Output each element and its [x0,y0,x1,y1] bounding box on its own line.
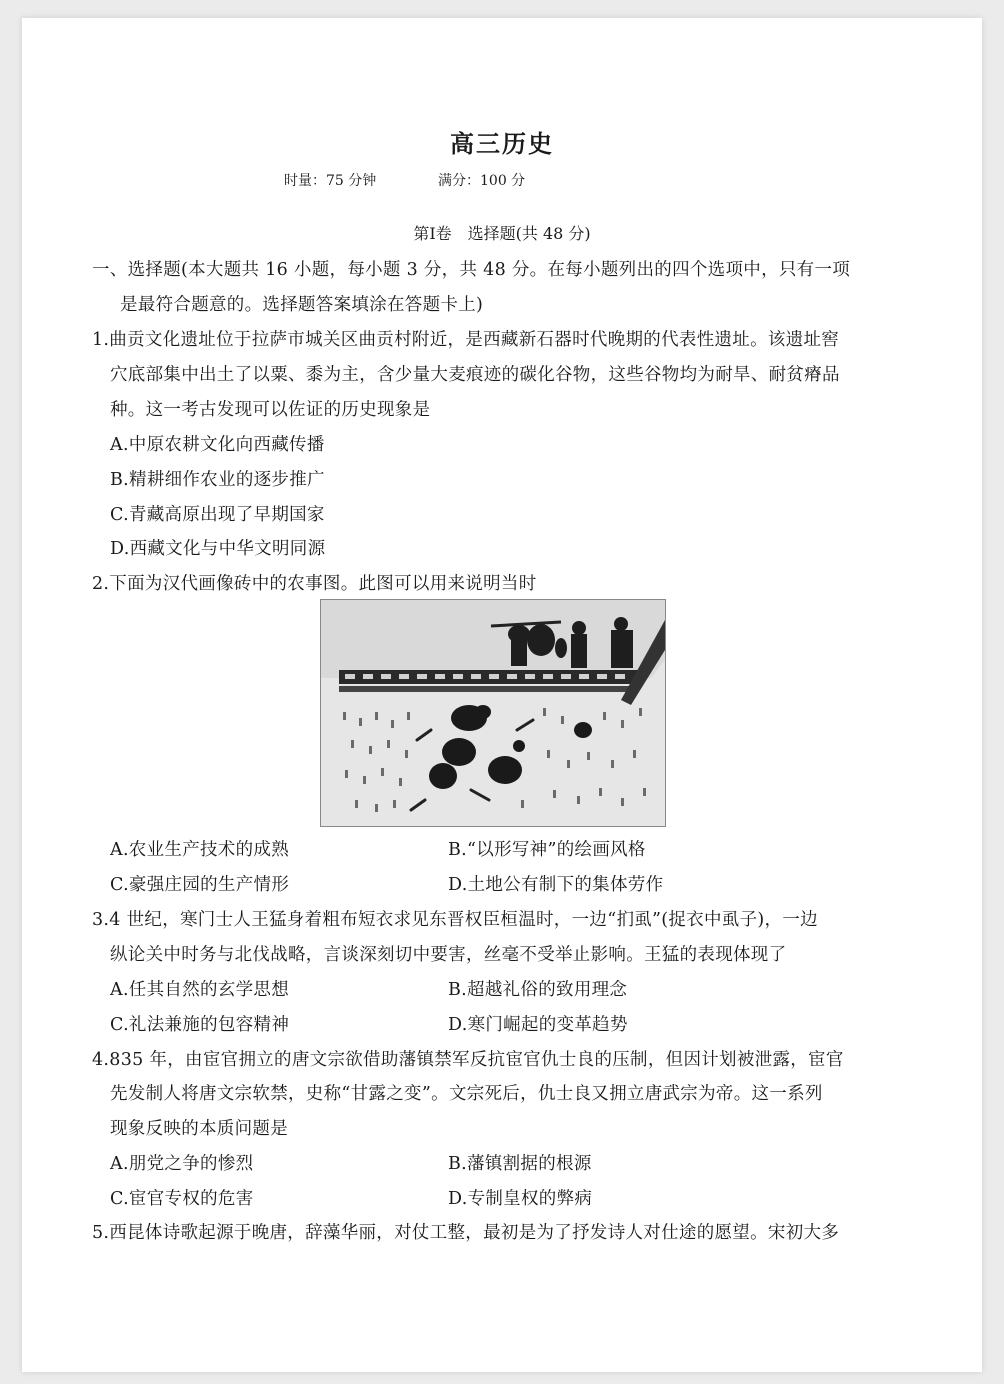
section-title: 第Ⅰ卷 选择题(共 48 分) [413,224,591,243]
question-1-option-c: C.青藏高原出现了早期国家 [110,505,325,525]
question-4-option-c: C.宦官专权的危害 [110,1189,254,1209]
section-instruction: 一、选择题(本大题共 16 小题，每小题 3 分，共 48 分。在每小题列出的四个选项中，只有一项 [92,260,851,280]
question-1-option-b: B.精耕细作农业的逐步推广 [110,470,325,490]
question-1-stem: 种。这一考古发现可以佐证的历史现象是 [110,400,431,420]
question-4-stem: 4.835 年，由宦官拥立的唐文宗欲借助藩镇禁军反抗宦官仇士良的压制，但因计划被泄露，宦官 [92,1050,844,1070]
question-2-option-c: C.豪强庄园的生产情形 [110,875,290,895]
page-title: 高三历史 [450,130,554,158]
question-3-stem: 3.4 世纪，寒门士人王猛身着粗布短衣求见东晋权臣桓温时，一边“扪虱”(捉衣中虱子)，一边 [92,910,818,930]
section-instruction: 是最符合题意的。选择题答案填涂在答题卡上) [120,295,484,315]
question-4-option-d: D.专制皇权的弊病 [448,1189,593,1209]
question-5-stem: 5.西昆体诗歌起源于晚唐，辞藻华丽，对仗工整，最初是为了抒发诗人对仕途的愿望。宋初大多 [92,1223,840,1243]
exam-time: 时量：75 分钟 [284,173,377,189]
question-1-option-a: A.中原农耕文化向西藏传播 [110,435,325,455]
question-1-stem: 穴底部集中出土了以粟、黍为主，含少量大麦痕迹的碳化谷物，这些谷物均为耐旱、耐贫瘠品 [110,365,840,385]
han-brick-farming-image [320,599,666,827]
question-2-option-b: B.“以形写神”的绘画风格 [448,840,646,860]
question-4-option-a: A.朋党之争的惨烈 [110,1154,254,1174]
question-3-option-d: D.寒门崛起的变革趋势 [448,1015,628,1035]
question-3-option-b: B.超越礼俗的致用理念 [448,980,628,1000]
question-4-stem: 现象反映的本质问题是 [110,1119,288,1139]
question-2-stem: 2.下面为汉代画像砖中的农事图。此图可以用来说明当时 [92,574,537,594]
question-2-option-d: D.土地公有制下的集体劳作 [448,875,664,895]
exam-page [22,18,982,1372]
question-3-option-c: C.礼法兼施的包容精神 [110,1015,290,1035]
question-1-stem: 1.曲贡文化遗址位于拉萨市城关区曲贡村附近，是西藏新石器时代晚期的代表性遗址。该遗址窖 [92,330,840,350]
question-4-stem: 先发制人将唐文宗软禁，史称“甘露之变”。文宗死后，仇士良又拥立唐武宗为帝。这一系列 [110,1084,823,1104]
question-4-option-b: B.藩镇割据的根源 [448,1154,592,1174]
question-2-option-a: A.农业生产技术的成熟 [110,840,289,860]
question-3-option-a: A.任其自然的玄学思想 [110,980,289,1000]
question-3-stem: 纵论关中时务与北伐战略，言谈深刻切中要害，丝毫不受举止影响。王猛的表现体现了 [110,945,787,965]
question-1-option-d: D.西藏文化与中华文明同源 [110,539,326,559]
full-score: 满分：100 分 [438,173,526,189]
